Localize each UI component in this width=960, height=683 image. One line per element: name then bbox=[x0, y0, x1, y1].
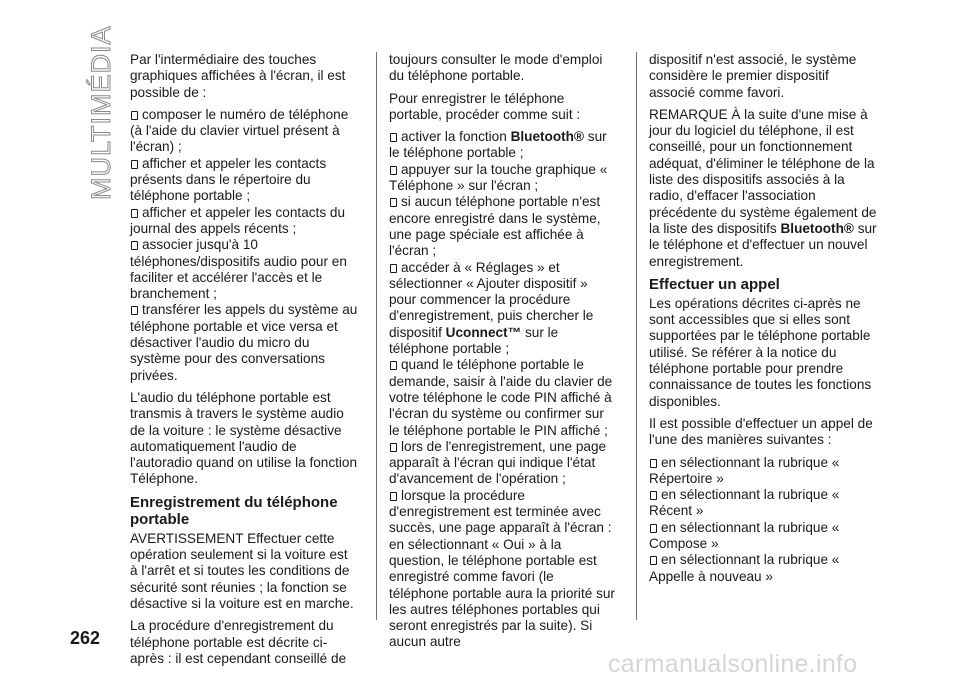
checkbox-bullet-icon bbox=[390, 133, 397, 142]
body-paragraph: Les opérations décrites ci-après ne sont accessibles que si elles sont supportées par le téléphone portable utilisé. Se référer à la notice du téléphone portable pour prendre connaissance de toutes les fonctions disponibles. bbox=[649, 295, 872, 409]
checkbox-bullet-icon bbox=[390, 443, 397, 452]
checkbox-bullet-icon bbox=[131, 209, 138, 218]
list-item: en sélectionnant la rubrique « Compose » bbox=[649, 519, 840, 552]
list-item: lors de l'enregistrement, une page apparaît à l'écran qui indique l'état d'avancement de l'opération ; bbox=[389, 438, 607, 487]
checkbox-bullet-icon bbox=[131, 306, 138, 315]
intro-paragraph: Par l'intermédiaire des touches graphiques affichées à l'écran, il est possible de : bbox=[130, 52, 346, 100]
checkbox-bullet-icon bbox=[390, 166, 397, 175]
column-1 bbox=[130, 52, 358, 673]
list-item: activer la fonction Bluetooth® sur le téléphone portable ; bbox=[389, 129, 607, 161]
checkbox-bullet-icon bbox=[650, 556, 657, 565]
list-item: quand le téléphone portable le demande, saisir à l'aide du clavier de votre téléphone le code PIN affiché à l'écran du système ou confirmer sur le téléphone portable le PIN affiché ; bbox=[389, 357, 613, 438]
body-paragraph: La procédure d'enregistrement du téléphone portable est décrite ci-après : il est cependant conseillé de bbox=[130, 618, 347, 666]
body-paragraph: Pour enregistrer le téléphone portable, procéder comme suit : bbox=[389, 90, 581, 122]
list-item: appuyer sur la touche graphique « Téléphone » sur l'écran ; bbox=[389, 161, 608, 194]
checkbox-bullet-icon bbox=[390, 264, 397, 273]
checkbox-bullet-icon bbox=[650, 524, 657, 533]
checkbox-bullet-icon bbox=[131, 241, 138, 250]
list-item: accéder à « Réglages » et sélectionner « Ajouter dispositif » pour commencer la procédure d'enregistrement, puis chercher le dispositif Uconnect™ sur le téléphone portable ; bbox=[389, 259, 594, 357]
list-item: associer jusqu'à 10 téléphones/dispositifs audio pour en faciliter et accélérer l'accès et le branchement ; bbox=[130, 237, 347, 302]
section-title: MULTIMÉDIA bbox=[86, 25, 116, 200]
list-item: en sélectionnant la rubrique « Appelle à nouveau » bbox=[649, 552, 840, 584]
body-paragraph: Il est possible d'effectuer un appel de l'une des manières suivantes : bbox=[649, 415, 873, 448]
page-number: 262 bbox=[70, 628, 101, 648]
column-divider bbox=[636, 52, 637, 620]
list-item: lorsque la procédure d'enregistrement est terminée avec succès, une page apparaît à l'écran : en sélectionnant « Oui » à la question, le téléphone portable est enregistré comme favori (le téléphone portable aura la priorité sur les autres téléphones portables qui seront enregistrés par la suite). Si aucun autre bbox=[389, 487, 615, 650]
body-paragraph: dispositif n'est associé, le système considère le premier dispositif associé comme favori. bbox=[649, 52, 857, 100]
list-item: afficher et appeler les contacts du journal des appels récents ; bbox=[130, 204, 346, 236]
checkbox-bullet-icon bbox=[390, 492, 397, 501]
checkbox-bullet-icon bbox=[131, 160, 138, 169]
section-heading: Enregistrement du téléphone portable bbox=[130, 493, 338, 528]
body-paragraph: L'audio du téléphone portable est transmis à travers le système audio de la voiture : le système désactive automatiquement l'audio de l'autoradio quand on utilise la fonction Téléphone. bbox=[130, 389, 358, 487]
list-item: transférer les appels du système au téléphone portable et vice versa et désactiver l'audio du micro du système pour des conversations privées. bbox=[130, 302, 358, 383]
list-item: composer le numéro de téléphone (à l'aide du clavier virtuel présent à l'écran) ; bbox=[130, 106, 349, 155]
body-paragraph: toujours consulter le mode d'emploi du téléphone portable. bbox=[389, 52, 603, 84]
column-divider bbox=[376, 52, 377, 620]
section-heading: Effectuer un appel bbox=[649, 275, 780, 293]
checkbox-bullet-icon bbox=[650, 491, 657, 500]
warning-paragraph: AVERTISSEMENT Effectuer cette opération seulement si la voiture est à l'arrêt et si toutes les conditions de sécurité sont réunies ; la fonction se désactive si la voiture est en marche. bbox=[130, 530, 354, 611]
note-paragraph: REMARQUE À la suite d'une mise à jour du logiciel du téléphone, il est conseillé, pour un fonctionnement adéquat, d'éliminer le téléphone de la liste des dispositifs associés à la radio, d'effacer l'association précédente du système également de la liste des dispositifs Bluetooth® sur le téléphone et d'effectuer un nouvel enregistrement. bbox=[649, 106, 877, 269]
checkbox-bullet-icon bbox=[390, 361, 397, 370]
list-item: afficher et appeler les contacts présents dans le répertoire du téléphone portable ; bbox=[130, 155, 327, 204]
column-2 bbox=[389, 52, 617, 651]
list-item: en sélectionnant la rubrique « Récent » bbox=[649, 487, 840, 519]
column-3 bbox=[649, 52, 877, 585]
checkbox-bullet-icon bbox=[390, 198, 397, 207]
list-item: si aucun téléphone portable n'est encore enregistré dans le système, une page spéciale est affichée à l'écran ; bbox=[389, 194, 601, 259]
checkbox-bullet-icon bbox=[650, 459, 657, 468]
list-item: en sélectionnant la rubrique « Répertoire » bbox=[649, 454, 840, 486]
watermark: carmanualsonline.info bbox=[608, 650, 858, 678]
checkbox-bullet-icon bbox=[131, 111, 138, 120]
